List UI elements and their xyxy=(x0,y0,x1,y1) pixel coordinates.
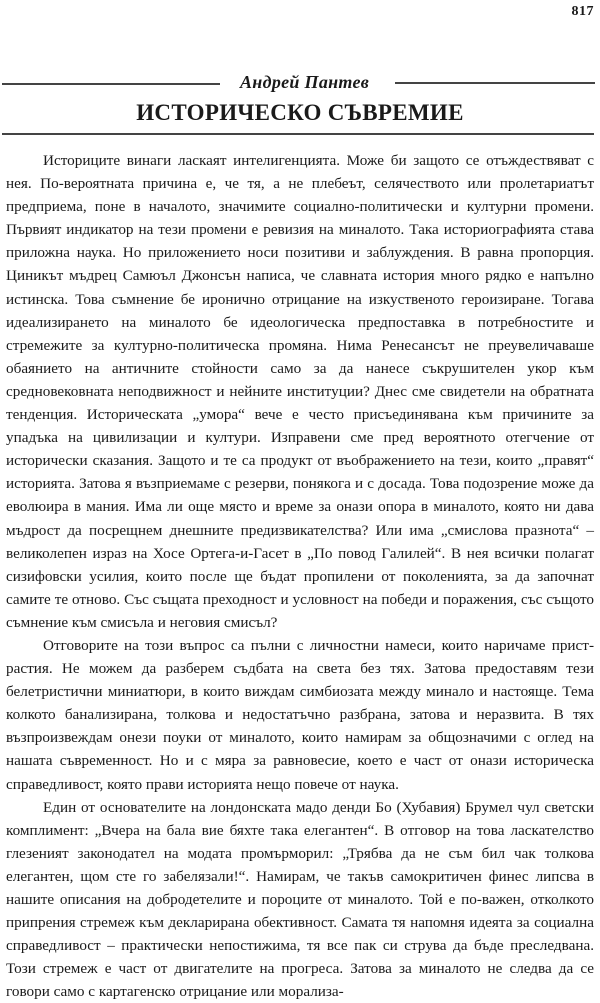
title-rule xyxy=(2,133,594,135)
paragraph: Отговорите на този въпрос са пълни с личностни намеси, които наричаме пристрастия. Не можем да разберем съдбата на света без тях. Затова предоставям тези белетристични миниатюри, в които виждам симбиозата между минало и настояще. Тема колкото банализирана, толкова и недостатъчно разбрана, затова и неразвита. В тях възпроизвеждам онези поуки от миналото, които намирам за общозначими с оглед на нашата съвременност. Но и с мяра за равновесие, което е част от онази историческа справедливост, която прави историята нещо повече от наука. xyxy=(6,636,594,793)
author-name: Андрей Пантев xyxy=(240,72,370,92)
author-rule-left xyxy=(2,83,220,85)
article-title: ИСТОРИЧЕСКО СЪВРЕМИЕ xyxy=(136,100,464,125)
author-rule-right xyxy=(395,82,595,84)
paragraph: Историците винаги ласкаят интелигенцията. Може би защото се отъждествяват с нея. По-вероятната причина е, че тя, а не плебеът, селячеството или пролетариатът предприема, поне в началото, значимите социално-политически и културни промени. Първият индикатор на тези промени е ревизия на миналото. Така историографията става приложна наука. Но приложението носи позитиви и заблуждения. В равна пропорция. Циникът мъдрец Самюъл Джонсън написа, че славната история много рядко е напълно истинска. Това съмнение бе иронично отрицание на изкуственото героизиране. Тогава идеализирането на миналото бе идеологическа предпоставка в потребностите и стремежите за културно-политическа промяна. Нима Ренесансът не преувеличаваше обаянието на античните стойности само за да нанесе съкрушителен укор към средновековната неподвижност и нейните институции? Днес сме свидетели на обратната тенденция. Историческата „умора“ вече е често присъединявана към причините за упадъка на цивилизации и култури. Изправени сме пред вероятното отегчение от исторически сказания. Защото и те са продукт от въображението на тези, които „правят“ историята. Затова я възприемаме с резерви, понякога и с досада. Това подозрение може да еволюира в мания. Има ли още място и време за онази опора в миналото, която ни дава мъдрост да посрещнем днешните предизвикателства? Или има „смислова празнота“ – великолепен израз на Хосе Ортега-и-Гасет в „По повод Галилей“. В нея всички полагат сизифовски усилия, които после ще бъдат пропилени от поколенията, за да започнат самите те отново. Със същата преходност и условност на победи и поражения, със същото съмнение към смисъла и неговия смисъл? xyxy=(6,152,594,631)
article-body xyxy=(6,149,594,1003)
author-header xyxy=(0,72,600,94)
page-number: 817 xyxy=(571,4,594,19)
paragraph: Един от основателите на лондонската мадо денди Бо (Хубавия) Брумел чул светски комплимент: „Вчера на бала вие бяхте така елегантен“. В отговор на това ласкателство глезеният законодател на модата промърморил: „Трябва да не съм бил чак толкова елегантен, щом сте го забелязали!“. Намирам, че такъв самокритичен финес липсва в нашите описания на добродетелите и пороците от миналото. Той е по-важен, отколкото припрения стремеж към декларирана обективност. Самата тя напомня идеята за социална справедливост – практически непостижима, тя все пак си струва да бъде преследвана. Този стремеж е част от двигателите на прогреса. Затова за миналото не следва да се говори само с картагенско отрицание или морализа- xyxy=(6,798,594,1001)
